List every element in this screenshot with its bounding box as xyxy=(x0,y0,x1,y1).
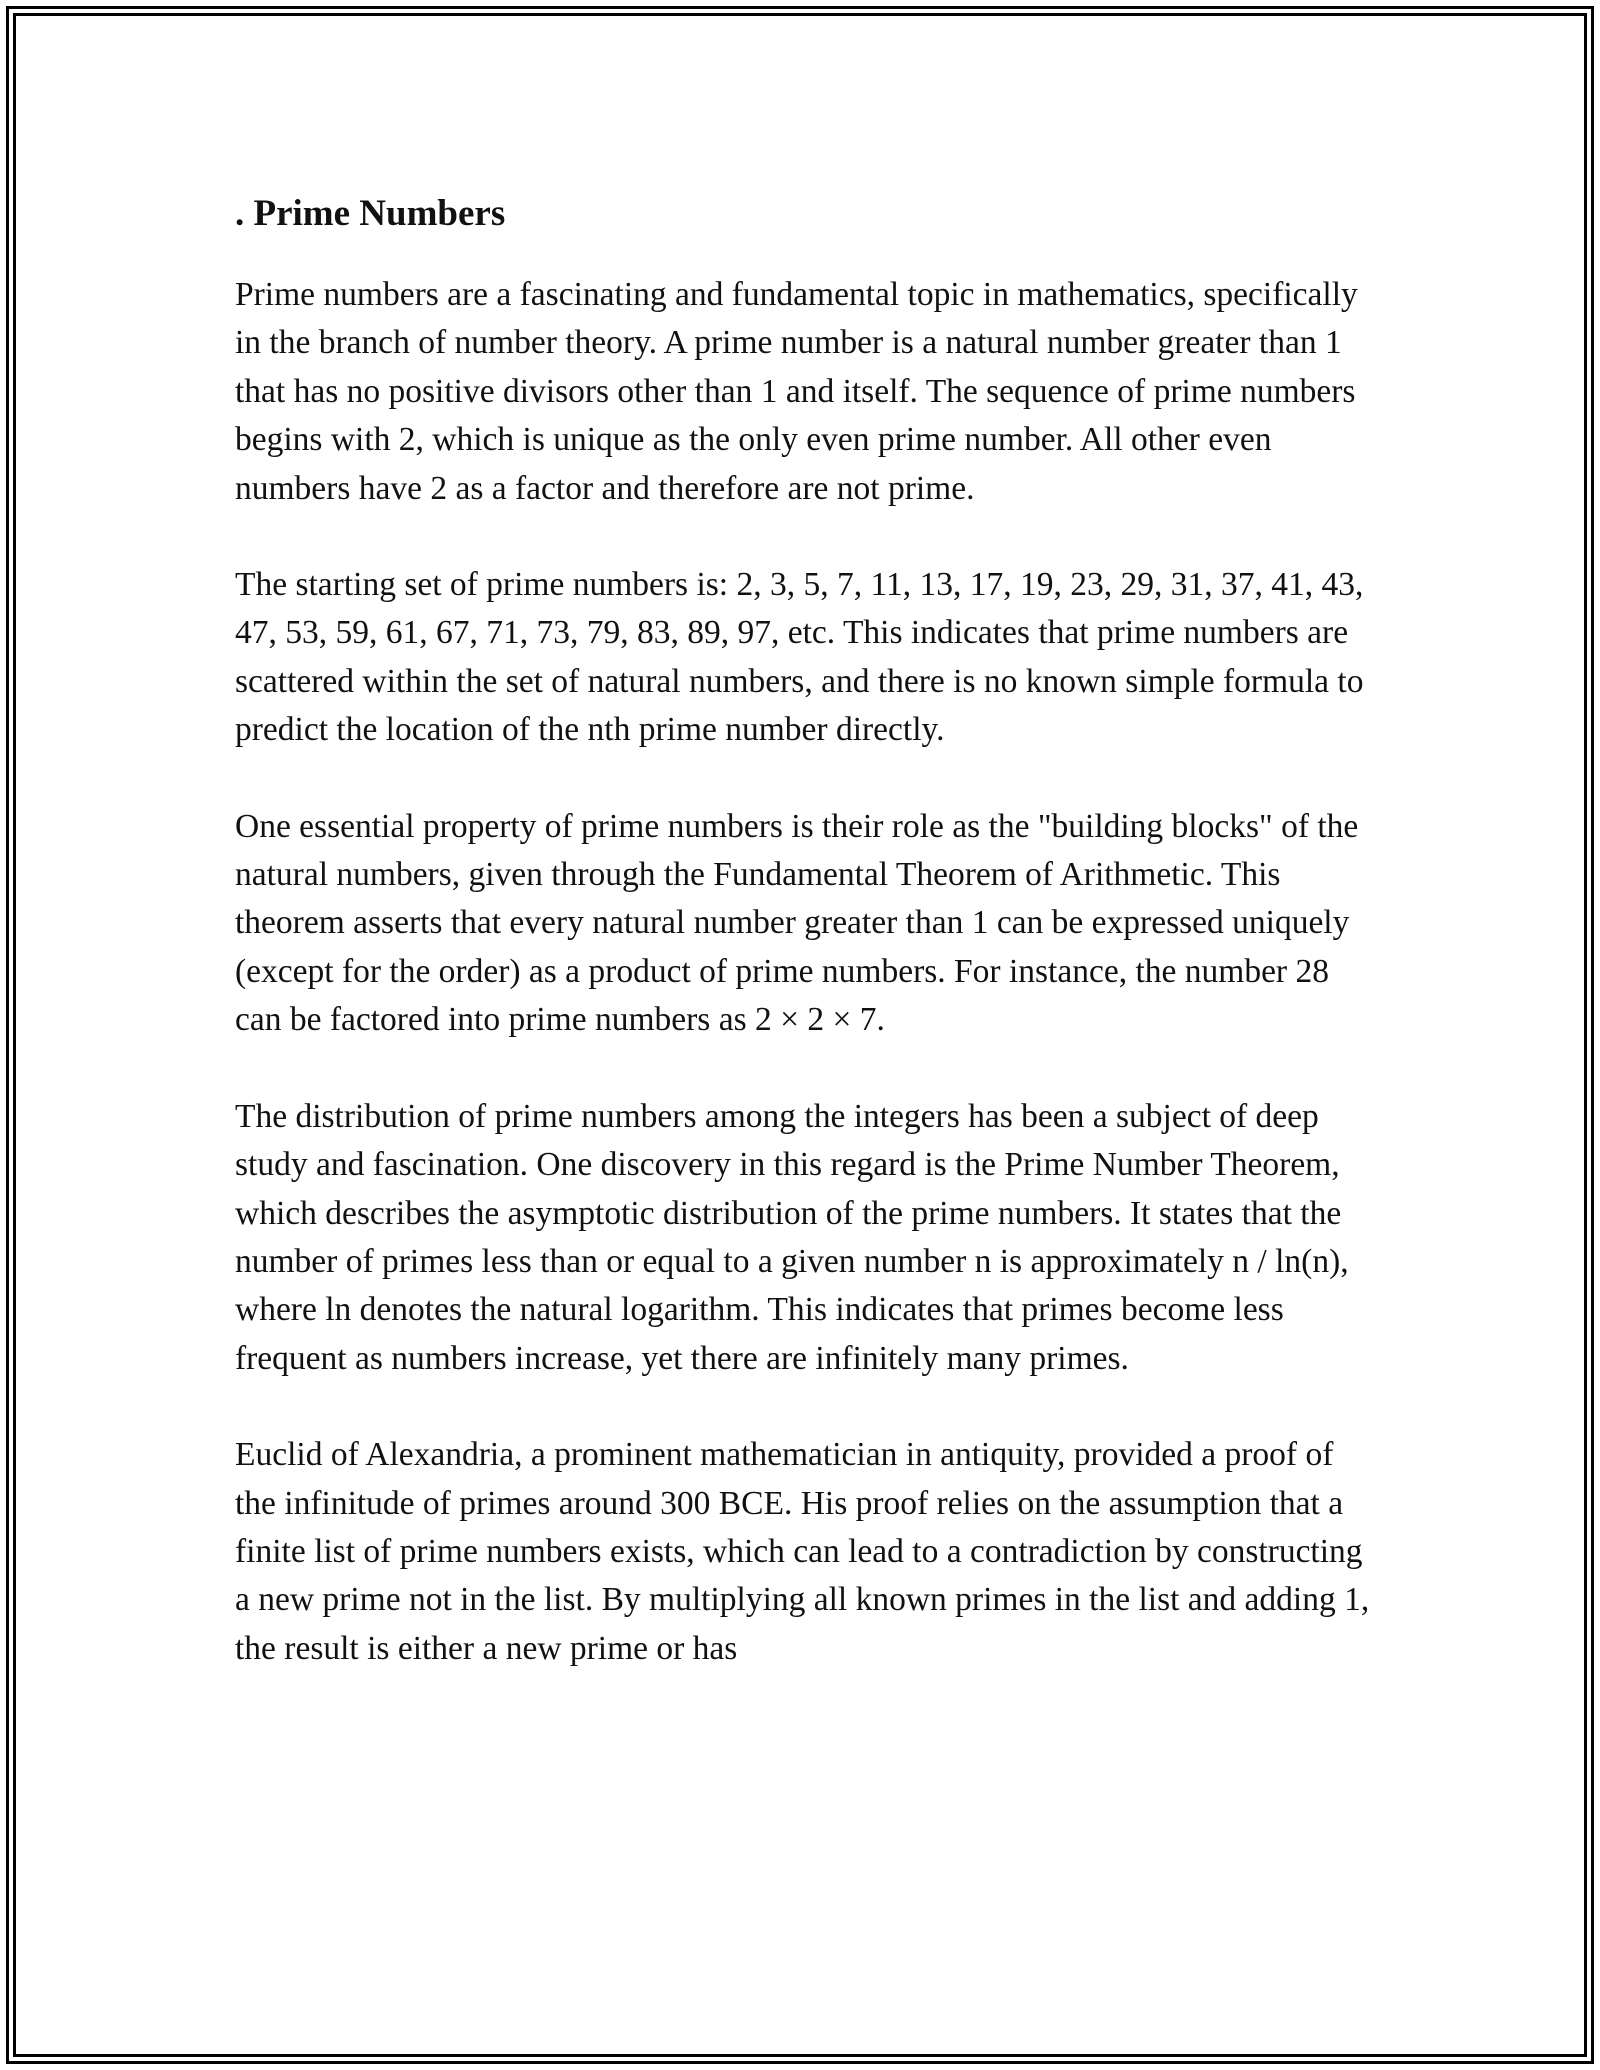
paragraph-prime-list: The starting set of prime numbers is: 2, 3, 5, 7, 11, 13, 17, 19, 23, 29, 31, 37, 41, 43, 47, 53, 59, 61, 67, 71, 73, 79, 83, 89, 97, etc. This indicates that prime numbers are scattered within the set of natural numbers, and there is no known simple formula to predict the location of the nth prime number directly. xyxy=(235,566,1364,749)
paragraph-euclid-proof: Euclid of Alexandria, a prominent mathematician in antiquity, provided a proof of the infinitude of primes around 300 BCE. His proof relies on the assumption that a finite list of prime numbers exists, which can lead to a contradiction by constructing a new prime not in the list. By multiplying all known primes in the list and adding 1, the result is either a new prime or has xyxy=(235,1436,1370,1667)
paragraph-fundamental-theorem: One essential property of prime numbers is their role as the "building blocks" of the natural numbers, given through the Fundamental Theorem of Arithmetic. This theorem asserts that every natural number greater than 1 can be expressed uniquely (except for the order) as a product of prime numbers. For instance, the number 28 can be factored into prime numbers as 2 × 2 × 7. xyxy=(235,807,1359,1039)
paragraph-prime-number-theorem: The distribution of prime numbers among the integers has been a subject of deep study and fascination. One discovery in this regard is the Prime Number Theorem, which describes the asymptotic distribution of the prime numbers. It states that the number of primes less than or equal to a given number n is approximately n / ln(n), where ln denotes the natural logarithm. This indicates that primes become less frequent as numbers increase, yet there are infinitely many primes. xyxy=(235,1097,1349,1377)
paragraph-introduction: Prime numbers are a fascinating and fundamental topic in mathematics, specifically in the branch of number theory. A prime number is a natural number greater than 1 that has no positive divisors other than 1 and itself. The sequence of prime numbers begins with 2, which is unique as the only even prime number. All other even numbers have 2 as a factor and therefore are not prime. xyxy=(235,276,1358,507)
document-body xyxy=(235,185,1375,1721)
section-title: . Prime Numbers xyxy=(235,193,506,234)
